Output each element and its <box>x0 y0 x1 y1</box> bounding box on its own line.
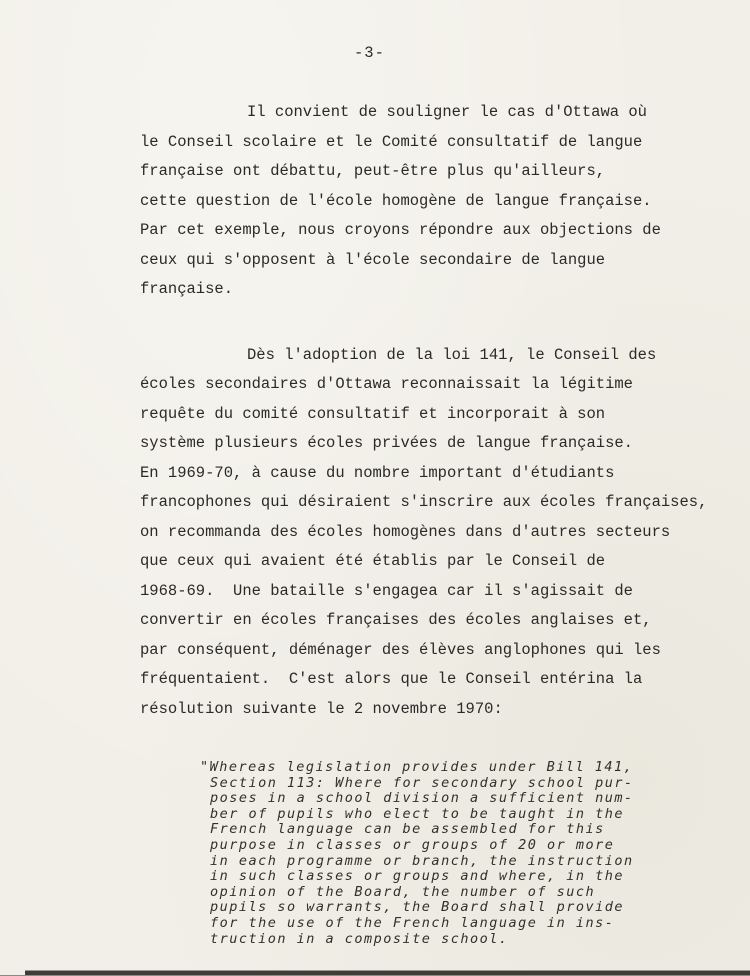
quote-line: pupils so warrants, the Board shall provide <box>210 899 624 916</box>
text-line: par conséquent, déménager des élèves anglophones qui les <box>140 640 661 659</box>
quote-line: poses in a school division a sufficient num- <box>210 790 634 807</box>
text-line: système plusieurs écoles privées de langue française. <box>140 434 633 452</box>
text-line: résolution suivante le 2 novembre 1970: <box>140 699 503 718</box>
text-line: Dès l'adoption de la loi 141, le Conseil des <box>247 345 657 364</box>
text-line: Par cet exemple, nous croyons répondre aux objections de <box>140 221 661 239</box>
text-line: requête du comité consultatif et incorporait à son <box>140 404 606 423</box>
quote-line: in each programme or branch, the instruction <box>210 852 634 869</box>
quote-block <box>200 759 730 947</box>
text-line: fréquentaient. C'est alors que le Conseil entérina la <box>140 670 643 688</box>
text-line: En 1969-70, à cause du nombre important d'étudiants <box>140 463 615 482</box>
quote-line: truction in a composite school. <box>210 930 509 947</box>
quote-line: Section 113: Where for secondary school pur- <box>210 774 634 791</box>
quote-line: in such classes or groups and where, in the <box>210 868 624 885</box>
quote-line: French language can be assembled for this <box>210 821 605 838</box>
text-line: cette question de l'école homogène de langue française. <box>140 191 652 210</box>
text-line: écoles secondaires d'Ottawa reconnaissait la légitime <box>140 375 633 393</box>
quote-line: "Whereas legislation provides under Bill 141, <box>200 759 634 775</box>
quote-line: opinion of the Board, the number of such <box>210 883 596 900</box>
text-line: 1968-69. Une bataille s'engagea car il s'agissait de <box>140 581 633 600</box>
text-line: francophones qui désiraient s'inscrire aux écoles françaises, <box>140 493 708 511</box>
quote-line: for the use of the French language in ins- <box>210 914 615 931</box>
body-paragraph <box>140 98 730 305</box>
text-line: Il convient de souligner le cas d'Ottawa où <box>247 103 647 121</box>
text-line: française. <box>140 280 234 298</box>
page-number: -3- <box>354 44 385 62</box>
document-body <box>140 98 730 947</box>
text-line: convertir en écoles françaises des écoles anglaises et, <box>140 611 652 629</box>
text-line: on recommanda des écoles homogènes dans d'autres secteurs <box>140 522 671 541</box>
text-line: le Conseil scolaire et le Comité consultatif de langue <box>140 132 643 151</box>
quote-line: ber of pupils who elect to be taught in the <box>210 805 624 822</box>
quote-line: purpose in classes or groups of 20 or more <box>210 836 615 853</box>
body-paragraph <box>140 341 730 725</box>
text-line: que ceux qui avaient été établis par le Conseil de <box>140 552 606 570</box>
text-line: française ont débattu, peut-être plus qu'ailleurs, <box>140 162 606 180</box>
text-line: ceux qui s'opposent à l'école secondaire de langue <box>140 250 606 269</box>
